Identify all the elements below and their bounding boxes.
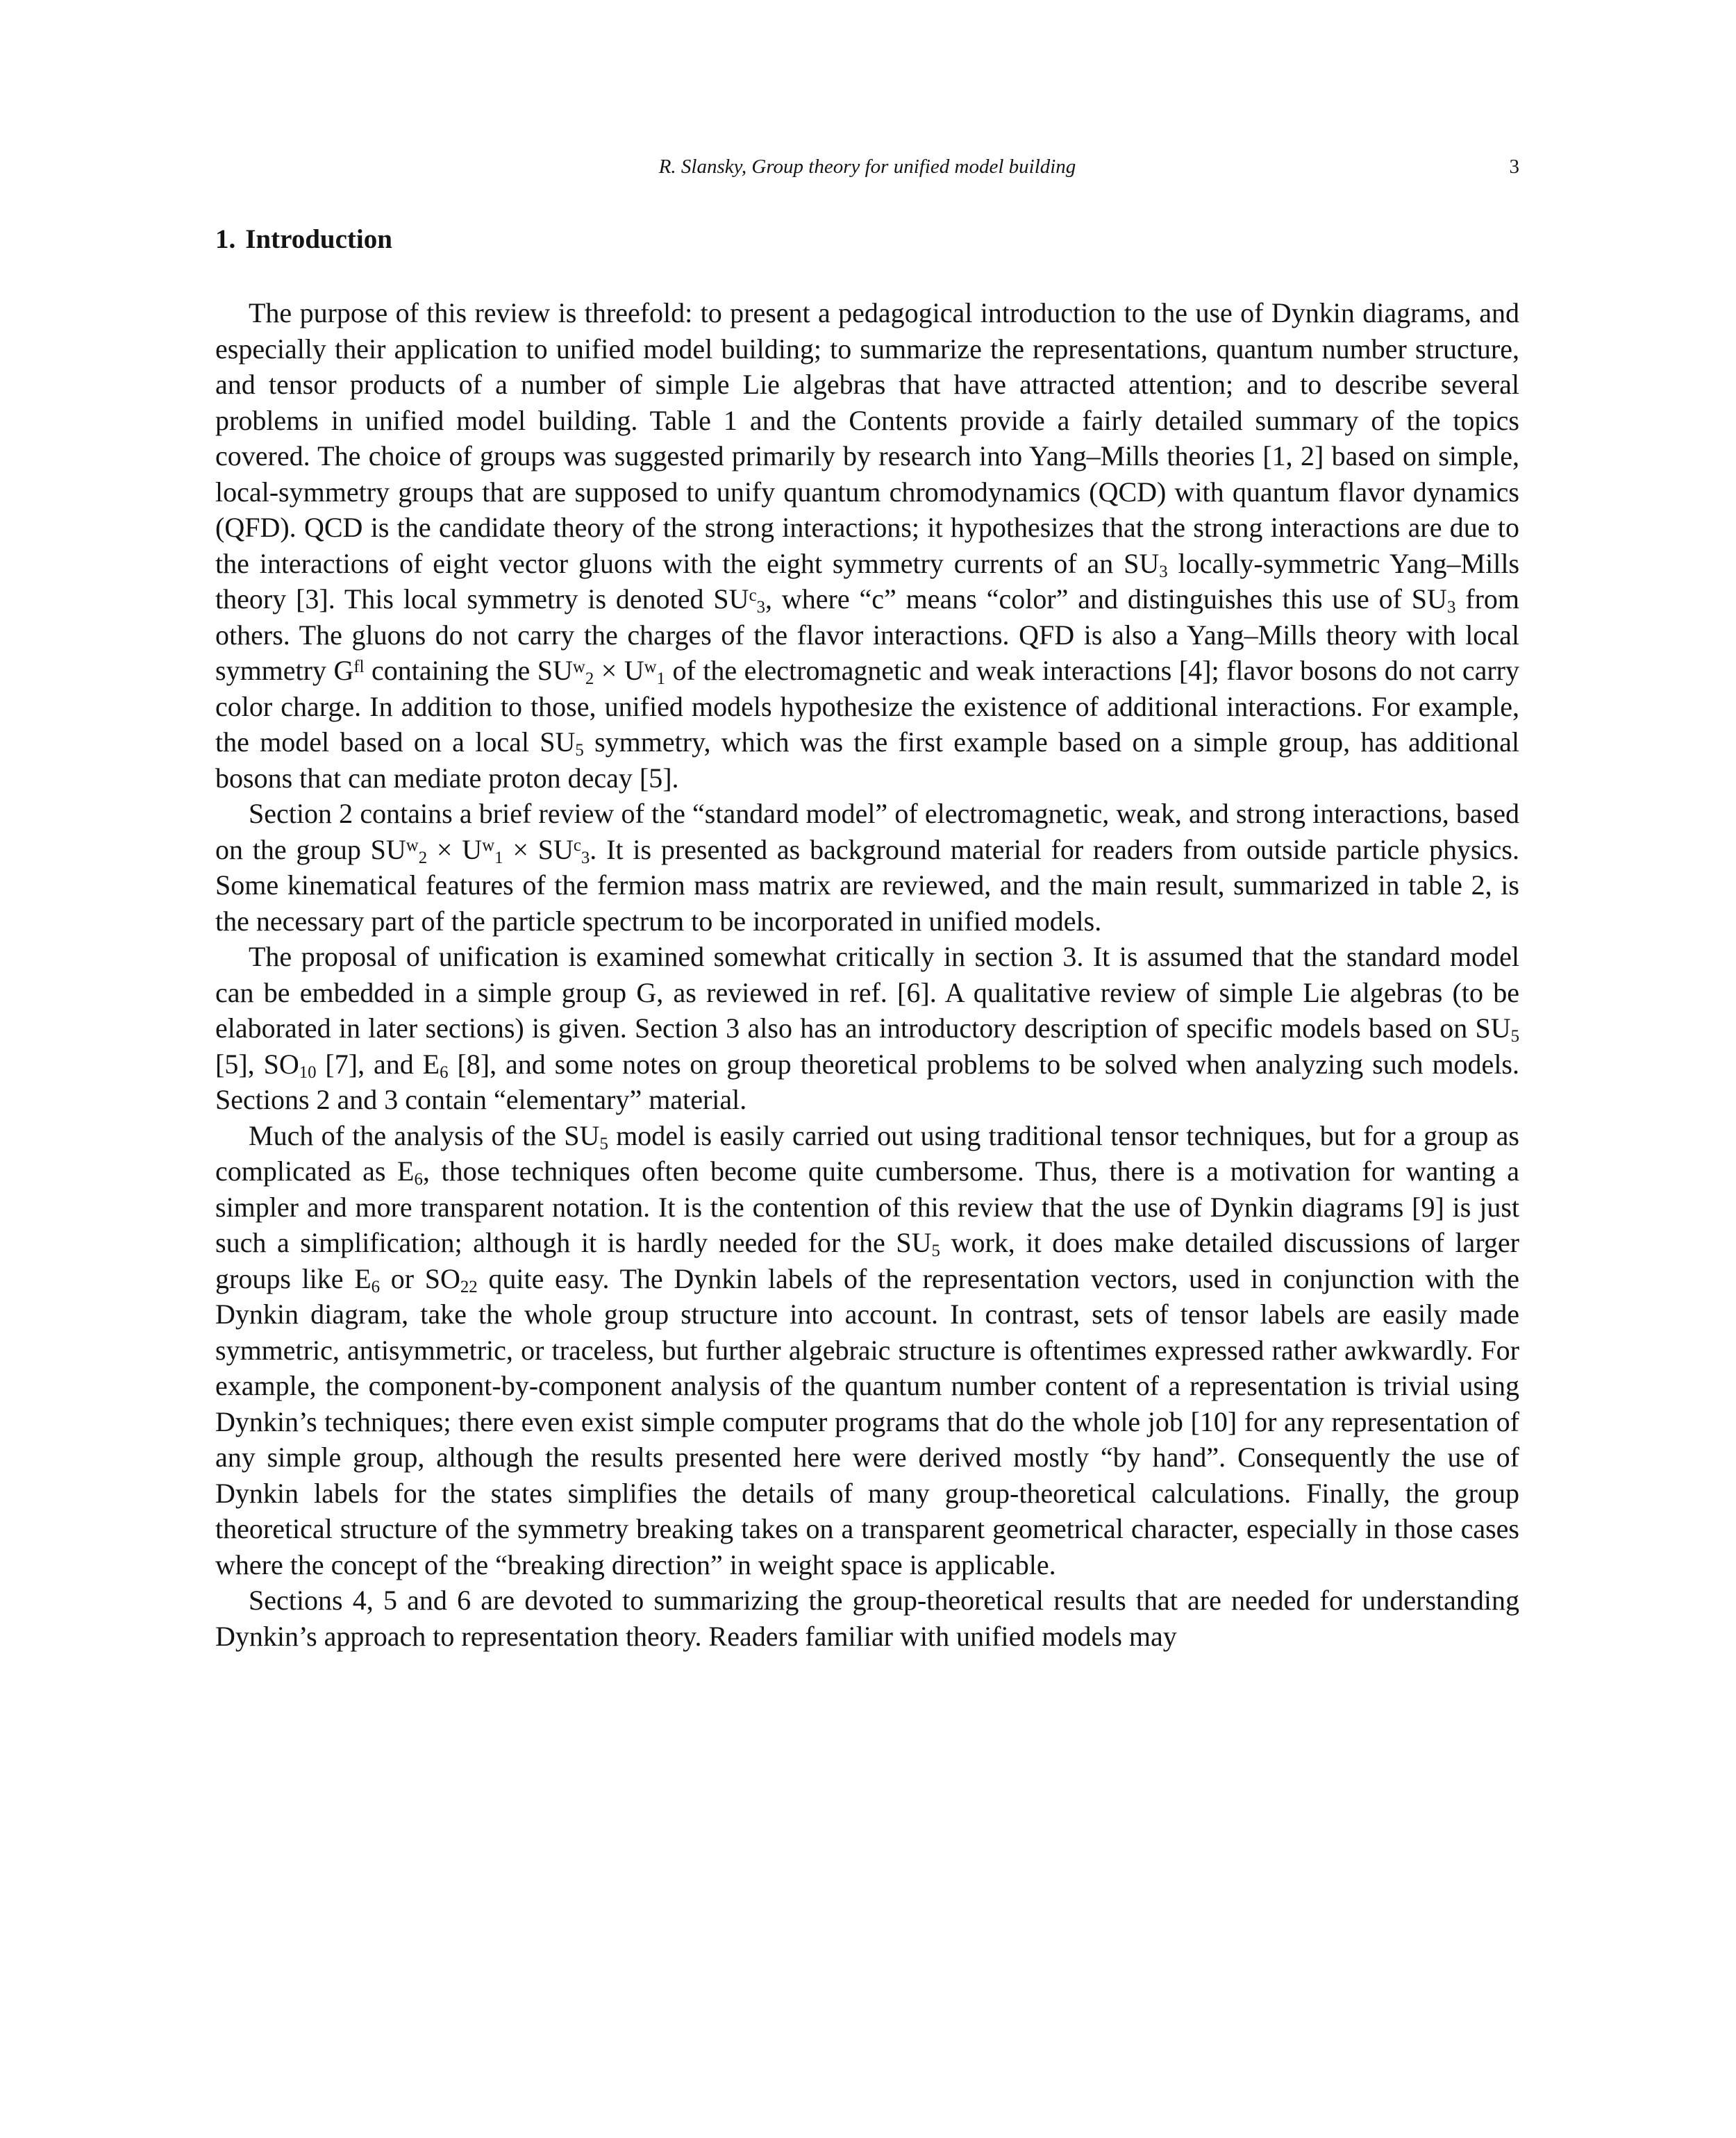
text-run: × U	[427, 833, 483, 865]
subscript: 5	[575, 741, 584, 760]
text-run: model is easily carried out using traditional tensor techniques, but for a group as complicated as E	[215, 1119, 1520, 1187]
subscript: 22	[460, 1277, 478, 1296]
text-run: [5], SO	[215, 1048, 299, 1080]
text-run: , where “c” means “color” and distinguishes this use of SU	[765, 583, 1447, 615]
text-run: [7], and E	[316, 1048, 440, 1080]
superscript: c	[749, 585, 757, 605]
section-title: Introduction	[245, 224, 392, 254]
text-run: × SU	[503, 833, 574, 865]
superscript: fl	[353, 657, 365, 676]
page-number: 3	[1509, 156, 1519, 178]
paragraph-3	[215, 939, 1519, 1118]
text-run: Sections 4, 5 and 6 are devoted to summarizing the group-theoretical results that are needed for understanding Dynkin’s approach to representation theory. Readers familiar with unified models may	[215, 1585, 1519, 1652]
subscript: 10	[299, 1062, 317, 1082]
running-head	[215, 156, 1519, 187]
text-run: work, it does make detailed discussions of larger groups like E	[215, 1227, 1519, 1294]
text-run: Much of the analysis of the SU	[249, 1119, 600, 1151]
superscript: w	[644, 657, 657, 676]
text-run: from others. The gluons do not carry the charges of the flavor interactions. QFD is also a Yang–Mills theory with local symmetry G	[215, 583, 1519, 686]
text-run: Section 2 contains a brief review of the “standard model” of electromagnetic, weak, and strong interactions, based on the group SU	[215, 798, 1519, 865]
text-run: locally-symmetric Yang–Mills theory [3]. This local symmetry is denoted SU	[215, 547, 1520, 615]
running-head-title: R. Slansky, Group theory for unified model building	[658, 156, 1076, 178]
paragraph-5	[215, 1582, 1519, 1654]
subscript: 5	[1510, 1027, 1519, 1046]
superscript: w	[572, 657, 585, 676]
text-run: . It is presented as background material for readers from outside particle physics. Some kinematical features of the fermion mass matrix are reviewed, and the main result, summarized in table 2, is the necessary part of the particle spectrum to be incorporated in unified models.	[215, 833, 1519, 937]
subscript: 3	[756, 598, 765, 617]
text-run: quite easy. The Dynkin labels of the representation vectors, used in conjunction with the Dynkin diagram, take the whole group structure into account. In contrast, sets of tensor labels are easily made symmetric, antisymmetric, or traceless, but further algebraic structure is oftentimes expressed rather awkwardly. For example, the component-by-component analysis of the quantum number content of a representation is trivial using Dynkin’s techniques; there even exist simple computer programs that do the whole job [10] for any representation of any simple group, although the results presented here were derived mostly “by hand”. Consequently the use of Dynkin labels for the states simplifies the details of many group-theoretical calculations. Finally, the group theoretical structure of the symmetry breaking takes on a transparent geometrical character, especially in those cases where the concept of the “breaking direction” in weight space is applicable.	[215, 1262, 1519, 1580]
subscript: 3	[1446, 598, 1456, 617]
subscript: 2	[418, 848, 428, 867]
paragraph-4	[215, 1118, 1519, 1583]
text-run: [8], and some notes on group theoretical problems to be solved when analyzing such models. Sections 2 and 3 contain “elementary” material.	[215, 1048, 1519, 1115]
subscript: 1	[656, 669, 665, 689]
subscript: 6	[440, 1062, 449, 1082]
subscript: 6	[414, 1170, 423, 1189]
subscript: 5	[599, 1134, 608, 1153]
section-heading	[215, 224, 392, 255]
subscript: 5	[931, 1242, 940, 1261]
body-text	[215, 295, 1519, 1654]
superscript: c	[573, 836, 581, 855]
text-run: The proposal of unification is examined somewhat critically in section 3. It is assumed that the standard model can be embedded in a simple group G, as reviewed in ref. [6]. A qualitative review of simple Lie algebras (to be elaborated in later sections) is given. Section 3 also has an introductory description of specific models based on SU	[215, 941, 1519, 1044]
text-run: symmetry, which was the first example based on a simple group, has additional bosons that can mediate proton decay [5].	[215, 726, 1519, 794]
text-run: containing the SU	[364, 655, 573, 686]
text-run: of the electromagnetic and weak interactions [4]; flavor bosons do not carry color charge. In addition to those, unified models hypothesize the existence of additional interactions. For example, the model based on a local SU	[215, 655, 1519, 758]
text-run: × U	[594, 655, 644, 686]
paragraph-1	[215, 295, 1519, 796]
superscript: w	[482, 836, 495, 855]
subscript: 6	[371, 1277, 381, 1296]
text-run: , those techniques often become quite cumbersome. Thus, there is a motivation for wanting a simpler and more transparent notation. It is the contention of this review that the use of Dynkin diagrams [9] is just such a simplification; although it is hardly needed for the SU	[215, 1155, 1519, 1258]
section-number: 1.	[215, 224, 236, 254]
text-run: or SO	[380, 1262, 460, 1294]
text-run: The purpose of this review is threefold: to present a pedagogical introduction to the use of Dynkin diagrams, and especially their application to unified model building; to summarize the representations, quantum number structure, and tensor products of a number of simple Lie algebras that have attracted attention; and to describe several problems in unified model building. Table 1 and the Contents provide a fairly detailed summary of the topics covered. The choice of groups was suggested primarily by research into Yang–Mills theories [1, 2] based on simple, local-symmetry groups that are supposed to unify quantum chromodynamics (QCD) with quantum flavor dynamics (QFD). QCD is the candidate theory of the strong interactions; it hypothesizes that the strong interactions are due to the interactions of eight vector gluons with the eight symmetry currents of an SU	[215, 297, 1519, 579]
subscript: 1	[494, 848, 503, 867]
superscript: w	[406, 836, 419, 855]
subscript: 3	[581, 848, 590, 867]
subscript: 2	[585, 669, 594, 689]
paragraph-2	[215, 796, 1519, 939]
subscript: 3	[1159, 562, 1168, 581]
